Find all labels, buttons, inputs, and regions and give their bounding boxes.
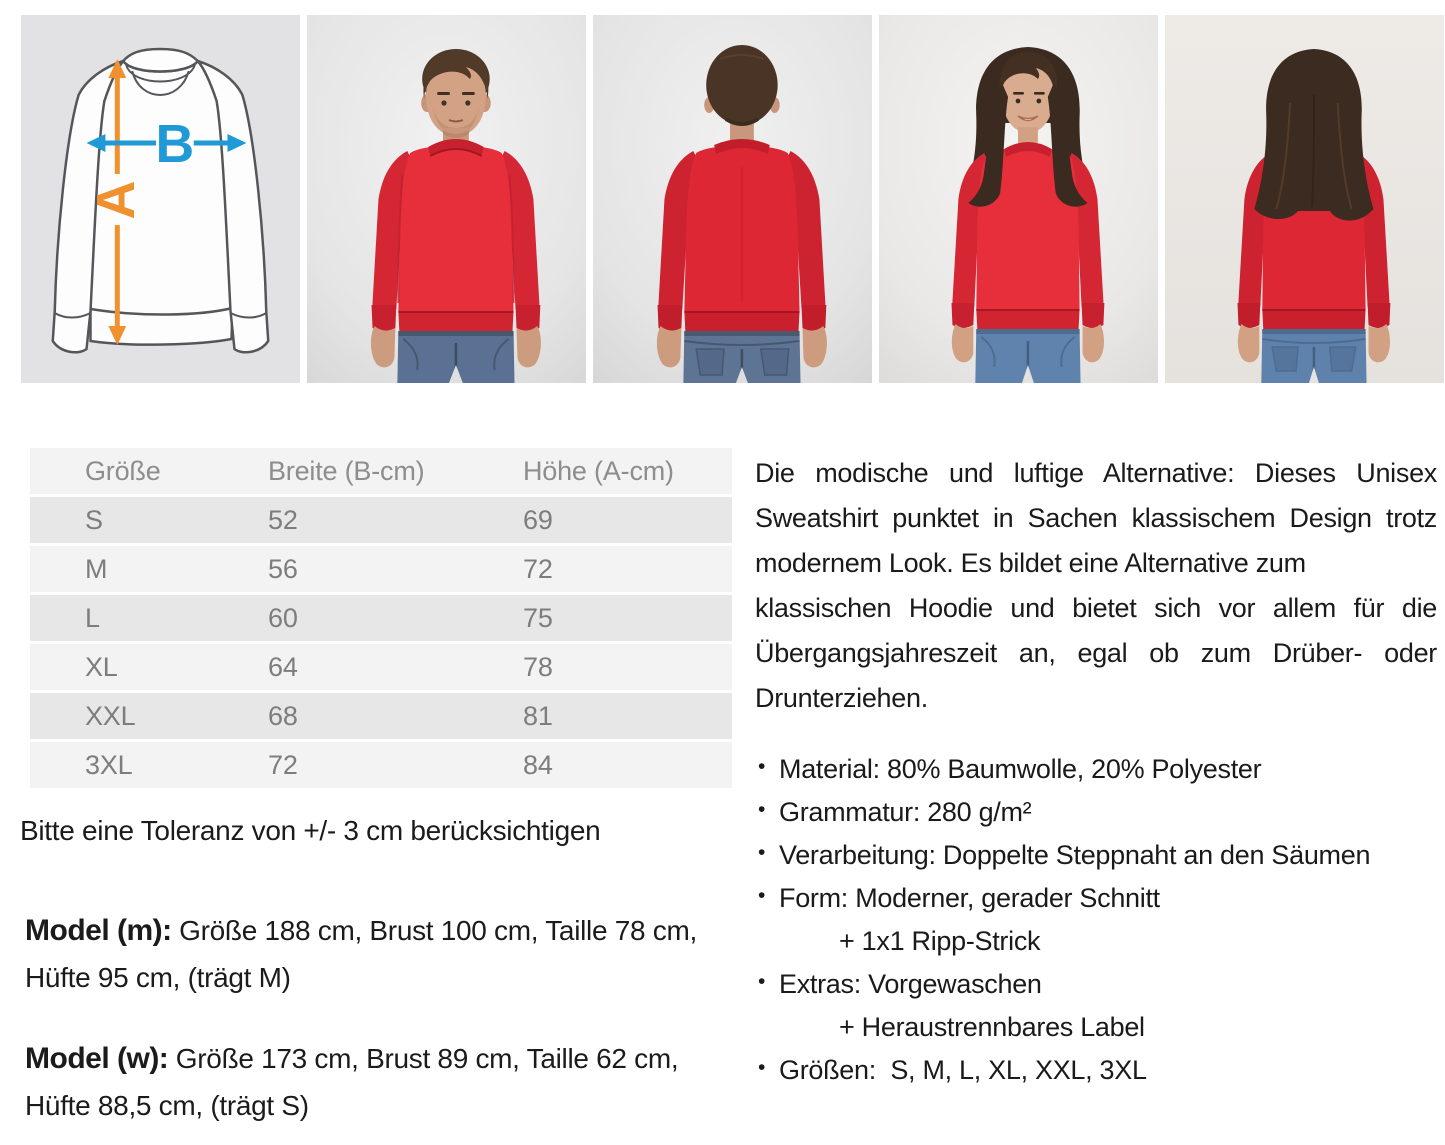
size-table-row	[30, 595, 732, 641]
details-section	[0, 445, 1445, 1129]
size-cell: XXL	[30, 693, 268, 739]
size-table-header: Breite (B-cm)	[268, 448, 523, 494]
model-m-text: Größe 188 cm, Brust 100 cm, Taille 78 cm, Hüfte 95 cm, (trägt M)	[25, 915, 697, 993]
size-table-row	[30, 742, 732, 788]
model-info-m	[25, 907, 725, 1001]
label-A: A	[86, 180, 147, 220]
feature-item	[755, 791, 1437, 834]
feature-item	[755, 1049, 1437, 1092]
size-table-row	[30, 693, 732, 739]
size-table-row	[30, 644, 732, 690]
feature-text: Verarbeitung: Doppelte Steppnaht an den Säumen	[779, 840, 1371, 870]
measurement-cell: 68	[268, 693, 523, 739]
size-cell: XL	[30, 644, 268, 690]
bullet-icon: •	[758, 841, 766, 864]
description-line: Sweatshirt punktet in Sachen klassischem Design trotz	[755, 503, 1437, 533]
feature-text: Form: Moderner, gerader Schnitt	[779, 883, 1160, 913]
feature-text: Extras: Vorgewaschen	[779, 969, 1042, 999]
measurement-cell: 84	[523, 742, 732, 788]
size-cell: L	[30, 595, 268, 641]
size-diagram-image	[21, 15, 300, 383]
measurement-cell: 64	[268, 644, 523, 690]
size-table-header-row	[30, 448, 732, 494]
measurement-cell: 81	[523, 693, 732, 739]
size-cell: 3XL	[30, 742, 268, 788]
size-table-header: Größe	[30, 448, 268, 494]
feature-text: Material: 80% Baumwolle, 20% Polyester	[779, 754, 1262, 784]
model-info-w	[25, 1035, 725, 1129]
bullet-icon: •	[758, 755, 766, 778]
description-line: klassischen Hoodie und bietet sich vor allem für die	[755, 593, 1437, 623]
sweatshirt-outline-drawing	[53, 49, 268, 352]
size-table-header: Höhe (A-cm)	[523, 448, 732, 494]
model-w-label: Model (w):	[25, 1042, 169, 1075]
feature-extra-line: + Heraustrennbares Label	[839, 1012, 1145, 1042]
measurement-cell: 72	[268, 742, 523, 788]
size-table-body	[30, 497, 732, 788]
feature-list	[755, 748, 1437, 1092]
bullet-icon: •	[758, 1056, 766, 1079]
model-m-label: Model (m):	[25, 914, 172, 947]
size-table-row	[30, 546, 732, 592]
measurement-cell: 72	[523, 546, 732, 592]
tolerance-note: Bitte eine Toleranz von +/- 3 cm berücksichtigen	[20, 815, 601, 846]
feature-item	[755, 748, 1437, 791]
measurement-cell: 75	[523, 595, 732, 641]
description-line: Drunterziehen.	[755, 683, 928, 713]
feature-item	[755, 834, 1437, 877]
label-B: B	[155, 113, 195, 175]
size-cell: S	[30, 497, 268, 543]
description-line: Die modische und luftige Alternative: Dieses Unisex	[755, 458, 1437, 488]
bullet-icon: •	[758, 798, 766, 821]
size-info-column	[0, 445, 735, 1129]
photo-woman-front	[879, 15, 1158, 383]
feature-text: Größen: S, M, L, XL, XXL, 3XL	[779, 1055, 1147, 1085]
size-table	[30, 445, 732, 791]
product-gallery	[0, 0, 1445, 383]
photo-man-front	[307, 15, 586, 383]
measurement-cell: 78	[523, 644, 732, 690]
bullet-icon: •	[758, 884, 766, 907]
feature-text: Grammatur: 280 g/m²	[779, 797, 1032, 827]
product-description	[755, 451, 1437, 721]
feature-item	[755, 963, 1437, 1049]
description-column	[735, 445, 1445, 1129]
feature-extra-line: + 1x1 Ripp-Strick	[839, 926, 1041, 956]
feature-item	[755, 877, 1437, 963]
description-line: Übergangsjahreszeit an, egal ob zum Drüber- oder	[755, 638, 1437, 668]
photo-woman-back	[1165, 15, 1444, 383]
measurement-cell: 69	[523, 497, 732, 543]
size-table-row	[30, 497, 732, 543]
measurement-cell: 60	[268, 595, 523, 641]
bullet-icon: •	[758, 970, 766, 993]
measurement-cell: 52	[268, 497, 523, 543]
size-cell: M	[30, 546, 268, 592]
measurement-cell: 56	[268, 546, 523, 592]
photo-man-back	[593, 15, 872, 383]
model-w-text: Größe 173 cm, Brust 89 cm, Taille 62 cm, Hüfte 88,5 cm, (trägt S)	[25, 1043, 679, 1121]
description-line: modernem Look. Es bildet eine Alternative zum	[755, 548, 1306, 578]
